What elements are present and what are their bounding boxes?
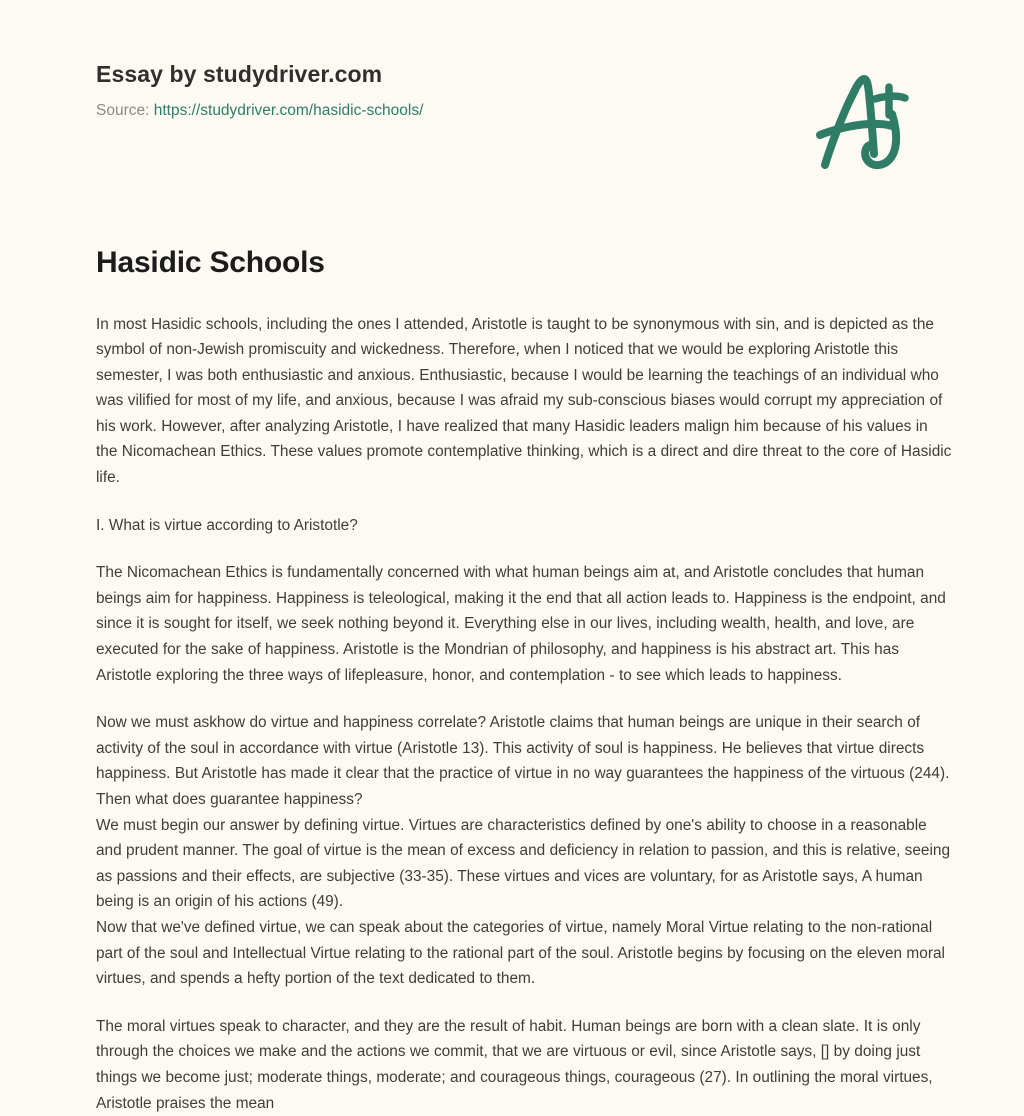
paragraph-nicomachean-ethics: The Nicomachean Ethics is fundamentally concerned with what human beings aim at, and Aristotle concludes that human beings aim for happiness. Happiness is teleological, making it the end that all action leads to. Happiness is the endpoint, and since it is sought for itself, we seek nothing beyond it. Everything else in our lives, including wealth, health, and love, are executed for the sake of happiness. Aristotle is the Mondrian of philosophy, and happiness is his abstract art. This has Aristotle exploring the three ways of lifepleasure, honor, and contemplation - to see which leads to happiness.: [96, 564, 946, 684]
source-url-link[interactable]: https://studydriver.com/hasidic-schools/: [153, 101, 424, 119]
a-plus-logo: [812, 68, 924, 172]
paragraph-defining-virtue: We must begin our answer by defining virtue. Virtues are characteristics defined by one's ability to choose in a reasonable and prudent manner. The goal of virtue is the mean of excess and deficiency in relation to passion, and this is relative, seeing as passions and their effects, are subjective (33-35). These virtues and vices are voluntary, for as Aristotle says, A human being is an origin of his actions (49).: [96, 816, 951, 911]
paragraph-virtue-categories: Now that we've defined virtue, we can speak about the categories of virtue, namely Moral Virtue relating to the non-rational part of the soul and Intellectual Virtue relating to the rational part of the soul. Aristotle begins by focusing on the eleven moral virtues, and spends a hefty portion of the text dedicated to them.: [96, 918, 945, 988]
paragraph-virtue-happiness: Now we must askhow do virtue and happiness correlate? Aristotle claims that human beings are unique in their search of activity of the soul in accordance with virtue (Aristotle 13). This activity of soul is happiness. He believes that virtue directs happiness. But Aristotle has made it clear that the practice of virtue in no way guarantees the happiness of the virtuous (244). Then what does guarantee happiness?: [96, 714, 950, 808]
paragraph-intro: In most Hasidic schools, including the ones I attended, Aristotle is taught to be synonymous with sin, and is depicted as the symbol of non-Jewish promiscuity and wickedness. Therefore, when I noticed that we would be exploring Aristotle this semester, I was both enthusiastic and anxious. Enthusiastic, because I would be learning the teachings of an individual who was vilified for most of my life, and anxious, because I was afraid my sub-conscious biases would corrupt my appreciation of his work. However, after analyzing Aristotle, I have realized that many Hasidic leaders malign him because of his values in the Nicomachean Ethics. These values promote contemplative thinking, which is a direct and dire threat to the core of Hasidic life.: [96, 315, 952, 487]
article-body: [96, 244, 952, 1116]
source-label: Source:: [96, 101, 150, 119]
section-heading-virtue: I. What is virtue according to Aristotle?: [96, 516, 358, 534]
a-plus-logo-icon: [812, 68, 924, 172]
page-header: [0, 0, 1024, 200]
paragraph-moral-virtues: The moral virtues speak to character, and they are the result of habit. Human beings are born with a clean slate. It is only through the choices we make and the actions we commit, that we are virtuous or evil, since Aristotle says, [] by doing just things we become just; moderate things, moderate; and courageous things, courageous (27). In outlining the moral virtues, Aristotle praises the mean: [96, 1017, 933, 1112]
brand-block: [96, 61, 423, 120]
source-line: [96, 102, 423, 121]
page-title: Hasidic Schools: [96, 246, 325, 279]
brand-title: Essay by studydriver.com: [96, 61, 383, 87]
